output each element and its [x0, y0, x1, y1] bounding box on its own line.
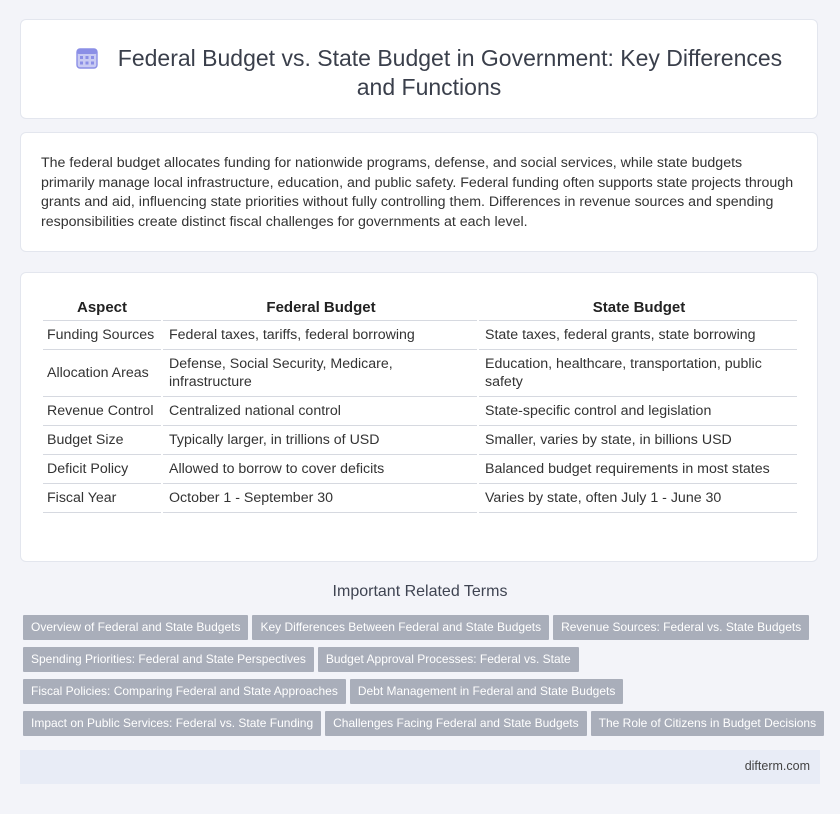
- page-title-text: Federal Budget vs. State Budget in Government: Key Differences and Functions: [117, 45, 783, 100]
- header-state: State Budget: [479, 295, 797, 321]
- footer: [20, 750, 820, 784]
- related-term-link[interactable]: Spending Priorities: Federal and State Perspectives: [23, 647, 314, 672]
- footer-site-link[interactable]: difterm.com: [744, 759, 810, 773]
- page-title: [61, 44, 797, 102]
- table-row: [43, 426, 797, 455]
- cell-aspect: Deficit Policy: [43, 455, 161, 484]
- intro-paragraph: The federal budget allocates funding for nationwide programs, defense, and social services, while state budgets primarily manage local infrastructure, education, and public safety. Federal funding often supports state projects through grants and aid, influencing state priorities without fully controlling them. Differences in revenue sources and spending responsibilities create distinct fiscal challenges for governments at each level.: [41, 155, 794, 230]
- table-row: [43, 455, 797, 484]
- cell-aspect: Allocation Areas: [43, 350, 161, 397]
- cell-federal: Centralized national control: [163, 397, 477, 426]
- related-term-link[interactable]: The Role of Citizens in Budget Decisions: [591, 711, 824, 736]
- header-aspect: Aspect: [43, 295, 161, 321]
- tag-row: [23, 679, 823, 711]
- intro-card: [20, 132, 818, 252]
- cell-state: State-specific control and legislation: [479, 397, 797, 426]
- tag-row: [23, 647, 823, 679]
- cell-state: Education, healthcare, transportation, public safety: [479, 350, 797, 397]
- comparison-card: [20, 272, 818, 562]
- tag-row: [23, 711, 823, 743]
- tag-row: [23, 615, 823, 647]
- related-term-link[interactable]: Overview of Federal and State Budgets: [23, 615, 248, 640]
- cell-federal: Typically larger, in trillions of USD: [163, 426, 477, 455]
- cell-federal: Allowed to borrow to cover deficits: [163, 455, 477, 484]
- related-terms-heading: Important Related Terms: [332, 583, 508, 600]
- table-row: [43, 350, 797, 397]
- cell-aspect: Funding Sources: [43, 321, 161, 350]
- cell-aspect: Fiscal Year: [43, 484, 161, 513]
- table-row: [43, 321, 797, 350]
- cell-federal: Defense, Social Security, Medicare, infrastructure: [163, 350, 477, 397]
- related-term-link[interactable]: Debt Management in Federal and State Budgets: [350, 679, 624, 704]
- cell-federal: Federal taxes, tariffs, federal borrowing: [163, 321, 477, 350]
- header-federal: Federal Budget: [163, 295, 477, 321]
- related-term-link[interactable]: Fiscal Policies: Comparing Federal and State Approaches: [23, 679, 346, 704]
- title-card: [20, 19, 818, 119]
- comparison-table: [41, 295, 799, 513]
- related-term-link[interactable]: Challenges Facing Federal and State Budgets: [325, 711, 587, 736]
- related-term-link[interactable]: Impact on Public Services: Federal vs. State Funding: [23, 711, 321, 736]
- related-term-link[interactable]: Key Differences Between Federal and State Budgets: [252, 615, 549, 640]
- cell-state: Balanced budget requirements in most states: [479, 455, 797, 484]
- table-row: [43, 397, 797, 426]
- table-header-row: [43, 295, 797, 321]
- table-row: [43, 484, 797, 513]
- related-term-link[interactable]: Revenue Sources: Federal vs. State Budgets: [553, 615, 809, 640]
- cell-state: Smaller, varies by state, in billions USD: [479, 426, 797, 455]
- cell-federal: October 1 - September 30: [163, 484, 477, 513]
- cell-aspect: Revenue Control: [43, 397, 161, 426]
- related-terms-list: [23, 615, 823, 743]
- cell-aspect: Budget Size: [43, 426, 161, 455]
- cell-state: Varies by state, often July 1 - June 30: [479, 484, 797, 513]
- calendar-grid-icon: [76, 47, 98, 69]
- cell-state: State taxes, federal grants, state borrowing: [479, 321, 797, 350]
- related-term-link[interactable]: Budget Approval Processes: Federal vs. State: [318, 647, 579, 672]
